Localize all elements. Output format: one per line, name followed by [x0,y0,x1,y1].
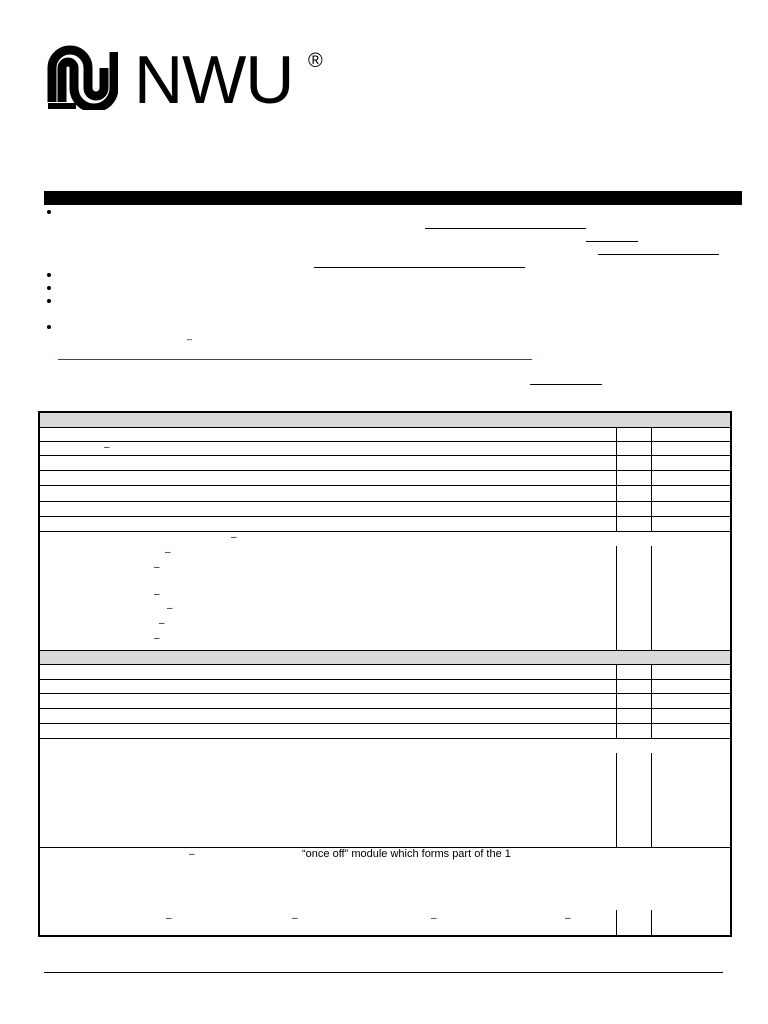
dash-mark: – [231,532,237,543]
column-divider [616,665,617,738]
underline [425,228,586,229]
dash-mark: – [165,547,171,558]
column-divider [651,665,652,738]
row-divider [40,441,730,442]
bullet [47,299,51,303]
row-divider [40,470,730,471]
dash-mark: – [187,334,193,344]
bullet [47,273,51,277]
bullet [47,210,51,214]
dash-mark: – [292,913,298,924]
row-divider [40,708,730,709]
row-divider [40,516,730,517]
column-divider [651,546,652,650]
row-divider [40,455,730,456]
dash-mark: – [159,618,165,629]
dash-mark: – [154,633,160,644]
once-off-note: “once off” module which forms part of the 1 [302,848,511,860]
column-divider [651,753,652,847]
row-divider [40,693,730,694]
dash-mark: – [167,603,173,614]
footer-rule [44,972,723,973]
section-2-header [40,651,730,665]
column-divider [616,546,617,650]
registered-mark: ® [308,50,323,72]
section-header-bar [44,191,742,205]
row-divider [40,485,730,486]
column-divider [616,753,617,847]
bullet [47,325,51,329]
underline [530,384,602,385]
dash-mark: – [166,913,172,924]
dash-mark: – [104,442,110,453]
row-divider [40,723,730,724]
column-divider [651,910,652,937]
dash-mark: – [431,913,437,924]
underline [598,254,719,255]
form-table [38,411,732,937]
nwu-emblem-icon [46,44,118,110]
underline [314,267,525,268]
hyperlink-underline[interactable] [58,359,532,360]
column-divider [616,910,617,937]
column-divider [616,427,617,531]
row-divider [40,531,730,532]
section-1-header [40,413,730,428]
dash-mark: – [565,913,571,924]
logo [46,42,336,118]
underline [586,241,638,242]
row-divider [40,679,730,680]
dash-mark: – [189,849,195,860]
bullet [47,286,51,290]
dash-mark: – [154,562,160,573]
brand-name: NWU [134,42,294,118]
dash-mark: – [154,589,160,600]
column-divider [651,427,652,531]
row-divider [40,738,730,739]
row-divider [40,501,730,502]
